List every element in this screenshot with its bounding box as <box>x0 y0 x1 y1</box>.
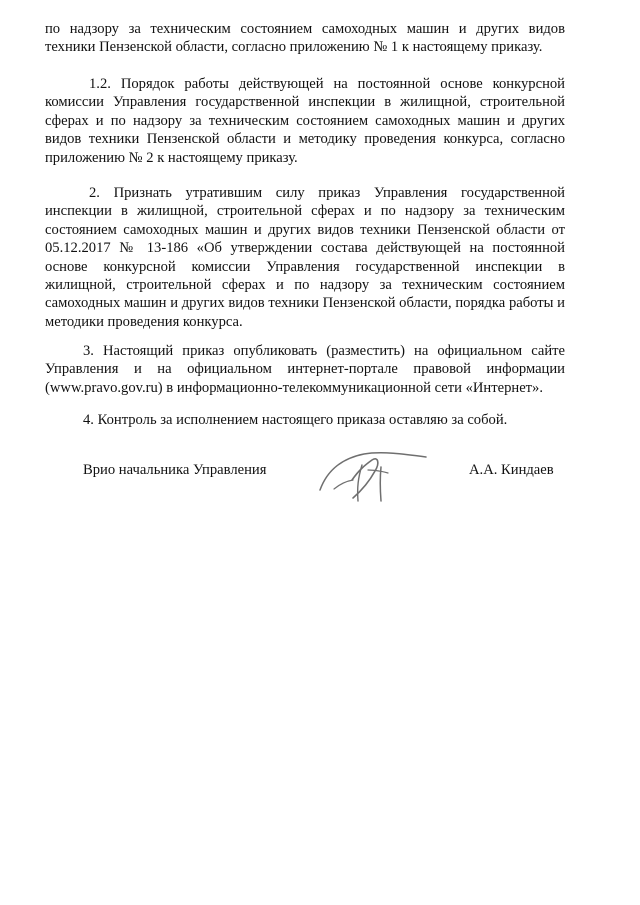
paragraph-item-1-2: 1.2. Порядок работы действующей на постоянной основе конкурсной комиссии Управления государственной инспекции в жилищной, строительной сферах и по надзору за техническим состоянием самоходных машин и других видов техники Пензенской области и методику проведения конкурса, согласно приложению № 2 к настоящему приказу. <box>45 76 565 166</box>
paragraph-item-4: 4. Контроль за исполнением настоящего приказа оставляю за собой. <box>83 412 508 428</box>
paragraph-item-2: 2. Признать утратившим силу приказ Управления государственной инспекции в жилищной, строительной сферах и по надзору за техническим состоянием самоходных машин и других видов техники Пензенской области от 05.12.2017 № 13-186 «Об утверждении состава действующей на постоянной основе конкурсной комиссии Управления государственной инспекции в жилищной, строительной сферах и по надзору за техническим состоянием самоходных машин и других видов техники Пензенской области, порядка работы и методики проведения конкурса. <box>45 185 565 330</box>
signatory-position: Врио начальника Управления <box>83 462 267 478</box>
signatory-name: А.А. Киндаев <box>469 462 554 478</box>
handwritten-signature <box>314 446 444 508</box>
paragraph-continuation: по надзору за техническим состоянием самоходных машин и других видов техники Пензенской области, согласно приложению № 1 к настоящему приказу. <box>45 21 565 56</box>
paragraph-item-3: 3. Настоящий приказ опубликовать (разместить) на официальном сайте Управления и на официальном интернет-портале правовой информации (www.pravo.gov.ru) в информационно-телекоммуникационной сети «Интернет». <box>45 343 565 396</box>
